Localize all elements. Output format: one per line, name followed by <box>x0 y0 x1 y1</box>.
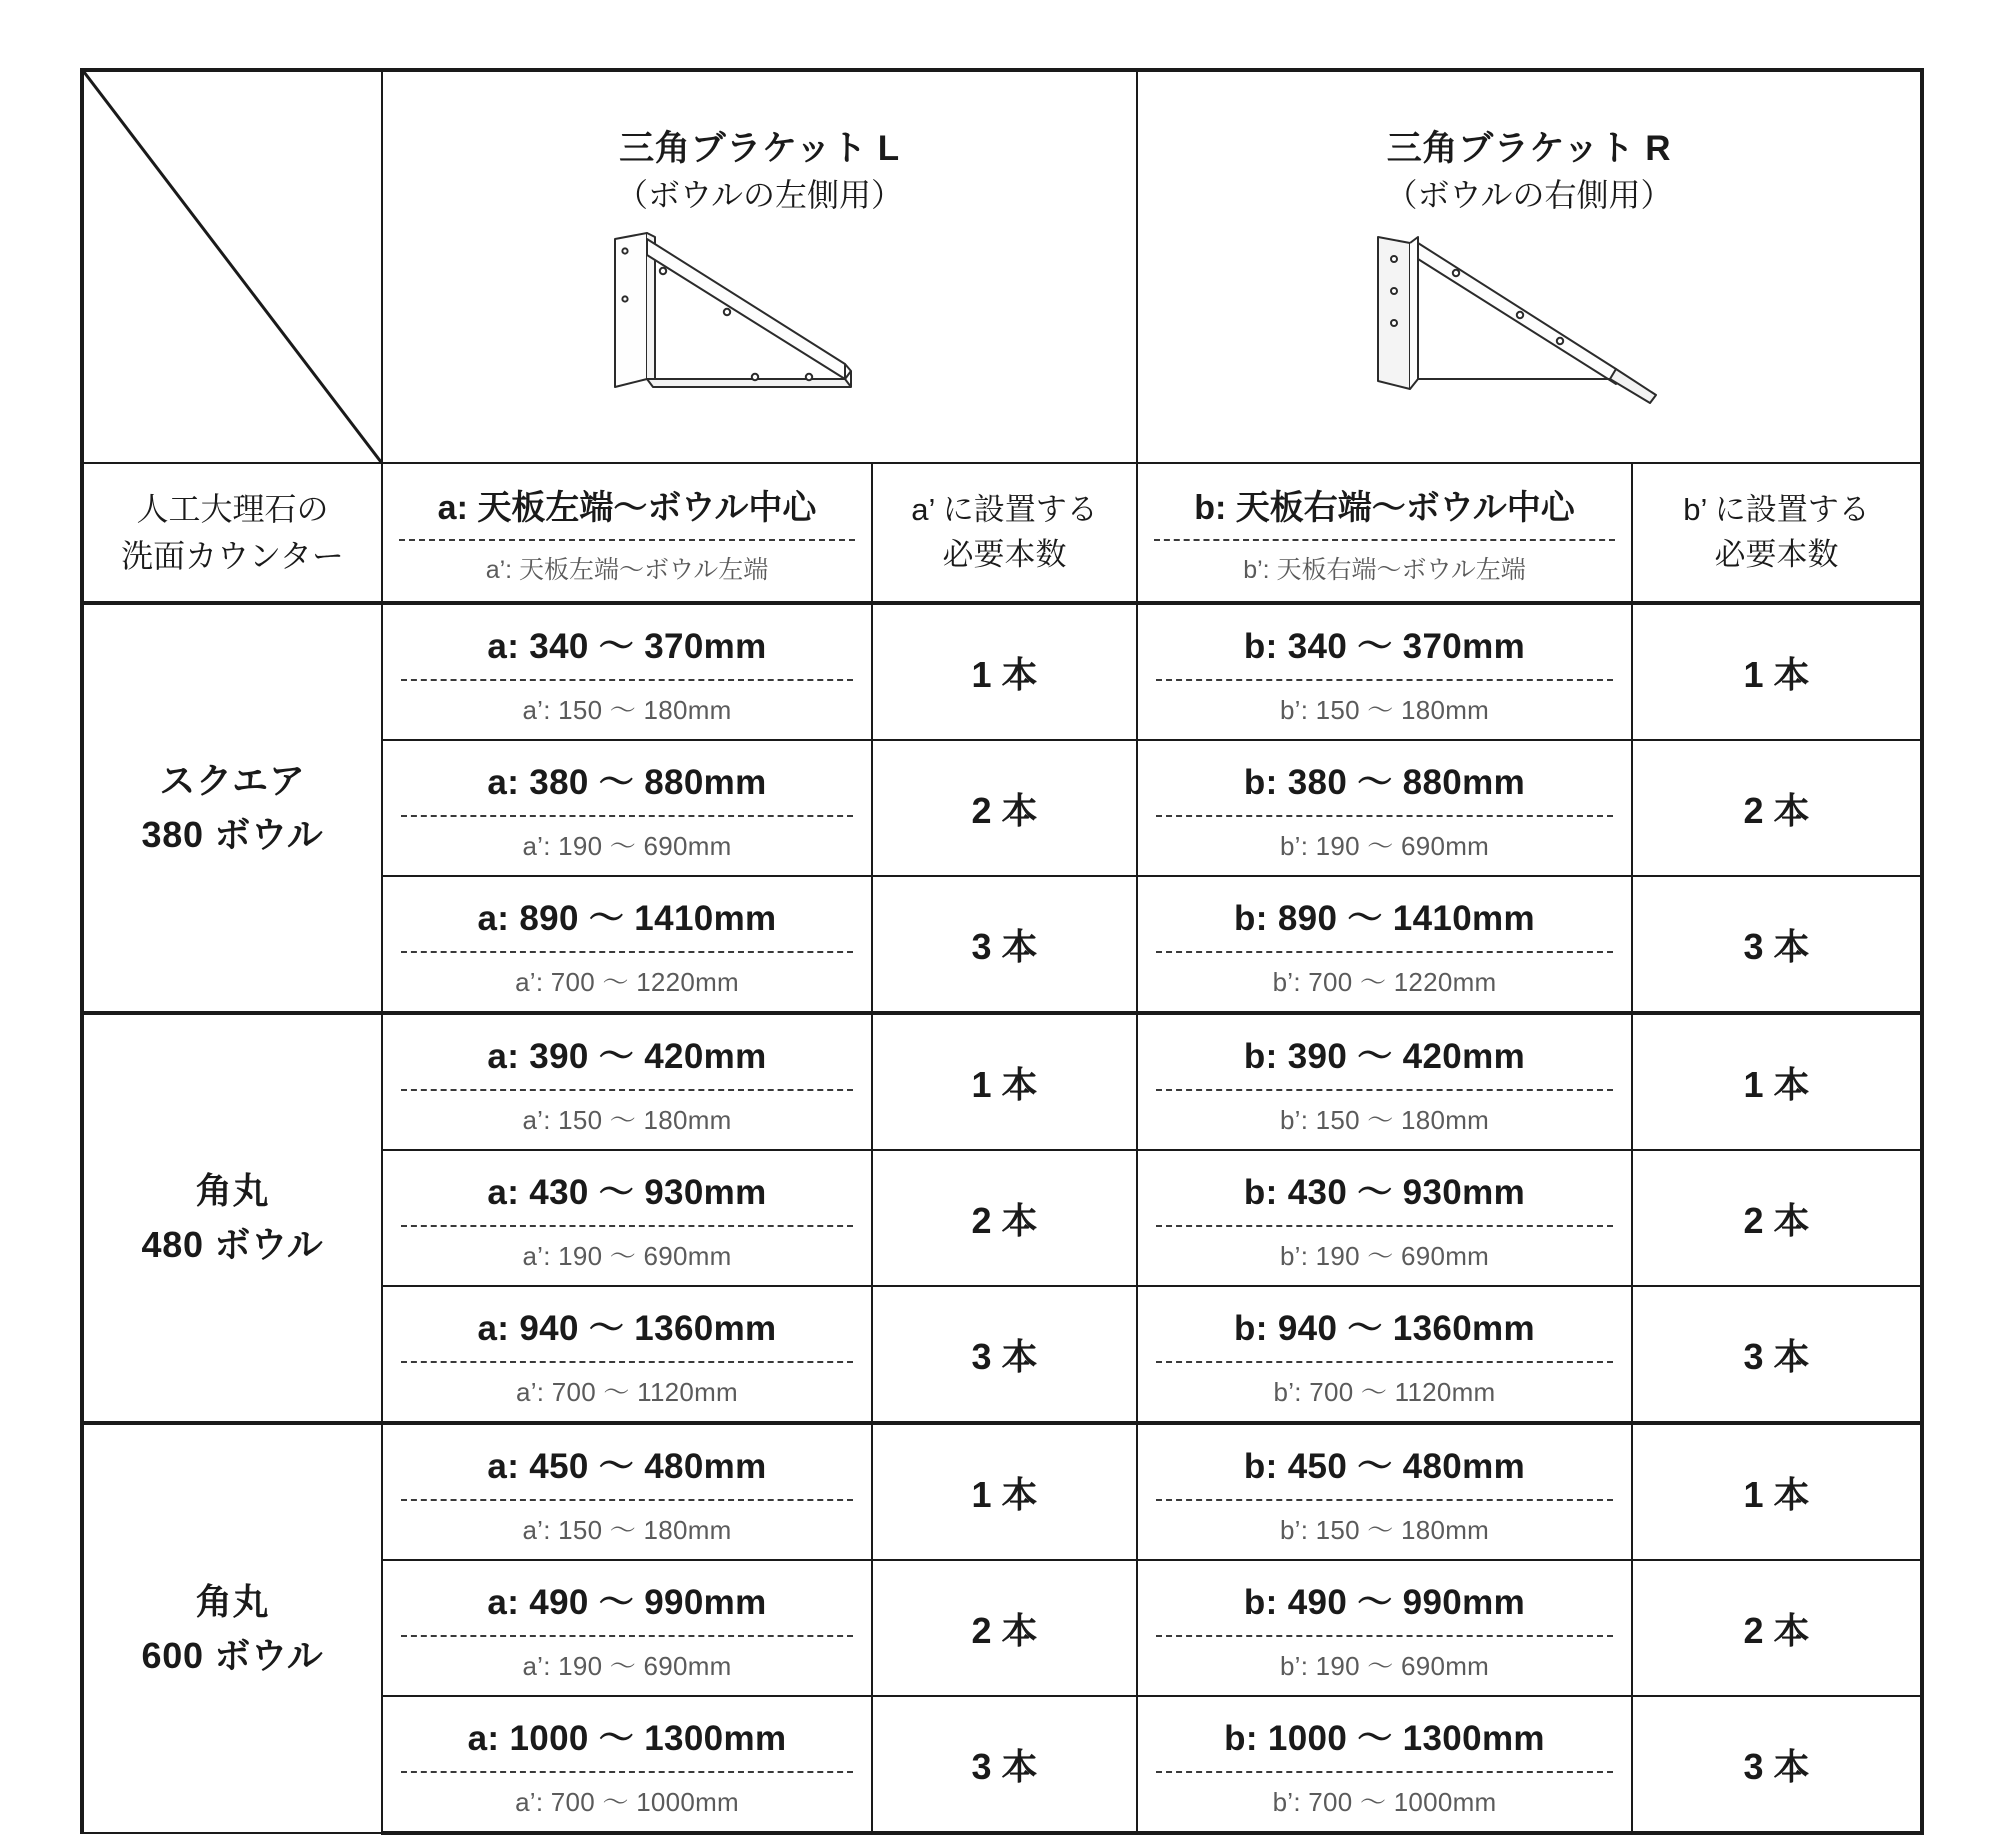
count-a-header-line2: 必要本数 <box>942 536 1067 572</box>
count-b-header-line1: b’ に設置する <box>1683 491 1870 527</box>
cell-a-sub: a’: 700 〜 1000mm <box>515 1787 739 1817</box>
group-label-line2: 600 ボウル <box>141 1634 324 1676</box>
cell-a-sub: a’: 190 〜 690mm <box>522 1241 732 1271</box>
cell-b-range <box>1137 1150 1632 1286</box>
cell-a-sub: a’: 190 〜 690mm <box>522 831 732 861</box>
cell-b-count: 2 本 <box>1632 1560 1922 1696</box>
bracket-spec-table <box>80 68 1924 1835</box>
cell-b-sub: b’: 150 〜 180mm <box>1279 695 1490 725</box>
cell-b-count: 2 本 <box>1632 1150 1922 1286</box>
cell-a-sub: a’: 150 〜 180mm <box>522 1105 732 1135</box>
cell-b-range <box>1137 1013 1632 1150</box>
group-label-line2: 480 ボウル <box>141 1224 324 1265</box>
dimension-a-sub-label: a’: 天板左端〜ボウル左端 <box>485 555 769 584</box>
cell-a-range <box>382 1013 872 1150</box>
cell-a-main: a: 890 〜 1410mm <box>477 899 777 938</box>
cell-b-count: 3 本 <box>1632 876 1922 1013</box>
table-row <box>82 603 1922 740</box>
cell-b-count: 2 本 <box>1632 740 1922 876</box>
cell-a-range <box>382 1560 872 1696</box>
group-label-2 <box>82 1423 382 1833</box>
bracket-right-subtitle: （ボウルの右側用） <box>1385 177 1673 214</box>
cell-a-count: 3 本 <box>872 1286 1137 1423</box>
group-label-line2: 380 ボウル <box>141 814 324 855</box>
diagonal-slash-icon <box>84 72 381 462</box>
cell-b-range <box>1137 1560 1632 1696</box>
bracket-left-subtitle: （ボウルの左側用） <box>615 177 904 214</box>
cell-b-count: 3 本 <box>1632 1286 1922 1423</box>
cell-a-count: 3 本 <box>872 876 1137 1013</box>
cell-a-count: 1 本 <box>872 1013 1137 1150</box>
cell-b-sub: b’: 190 〜 690mm <box>1279 1651 1490 1681</box>
material-label-line2: 洗面カウンター <box>121 537 344 574</box>
cell-a-range <box>382 1423 872 1560</box>
cell-b-count: 3 本 <box>1632 1696 1922 1833</box>
group-label-0 <box>82 603 382 1013</box>
cell-b-main: b: 390 〜 420mm <box>1243 1037 1526 1076</box>
cell-a-sub: a’: 150 〜 180mm <box>522 695 732 725</box>
material-label-line1: 人工大理石の <box>136 491 329 528</box>
cell-a-range <box>382 1150 872 1286</box>
bracket-right-illustration <box>1148 227 1910 417</box>
cell-a-range <box>382 876 872 1013</box>
cell-b-main: b: 490 〜 990mm <box>1243 1583 1526 1622</box>
bracket-right-icon <box>1364 229 1694 414</box>
cell-b-range <box>1137 740 1632 876</box>
cell-a-range <box>382 1696 872 1833</box>
cell-a-count: 1 本 <box>872 1423 1137 1560</box>
cell-b-range <box>1137 1696 1632 1833</box>
cell-a-main: a: 1000 〜 1300mm <box>467 1719 787 1758</box>
cell-b-main: b: 940 〜 1360mm <box>1234 1309 1535 1348</box>
count-a-header-line1: a’ に設置する <box>911 491 1098 527</box>
diagonal-corner-cell <box>82 70 382 463</box>
group-label-line1: 角丸 <box>195 1170 270 1211</box>
cell-a-sub: a’: 150 〜 180mm <box>522 1515 732 1545</box>
cell-b-main: b: 430 〜 930mm <box>1243 1173 1526 1212</box>
dimension-b-sub-label: b’: 天板右端〜ボウル左端 <box>1243 555 1526 584</box>
cell-b-range <box>1137 1286 1632 1423</box>
cell-b-sub: b’: 700 〜 1220mm <box>1272 967 1497 997</box>
table-subheader-row <box>82 463 1922 603</box>
cell-a-main: a: 380 〜 880mm <box>487 763 767 802</box>
dimension-b-main-label: b: 天板右端〜ボウル中心 <box>1194 488 1575 527</box>
group-label-line1: 角丸 <box>195 1580 270 1622</box>
dimension-a-main-label: a: 天板左端〜ボウル中心 <box>437 488 817 527</box>
header-bracket-right <box>1137 70 1922 463</box>
table-header-row <box>82 70 1922 463</box>
cell-a-main: a: 940 〜 1360mm <box>477 1309 777 1348</box>
cell-b-main: b: 1000 〜 1300mm <box>1224 1719 1545 1758</box>
cell-b-main: b: 890 〜 1410mm <box>1234 899 1535 938</box>
bracket-left-icon <box>595 229 925 414</box>
dimension-b-header <box>1137 463 1632 603</box>
cell-b-count: 1 本 <box>1632 1013 1922 1150</box>
bracket-right-title: 三角ブラケット R <box>1386 129 1672 169</box>
cell-a-sub: a’: 700 〜 1220mm <box>515 967 739 997</box>
cell-a-range <box>382 603 872 740</box>
cell-a-count: 1 本 <box>872 603 1137 740</box>
cell-b-main: b: 380 〜 880mm <box>1243 763 1526 802</box>
table-row <box>82 1423 1922 1560</box>
group-label-line1: スクエア <box>159 760 306 801</box>
cell-a-sub: a’: 700 〜 1120mm <box>516 1377 738 1407</box>
cell-a-count: 2 本 <box>872 1150 1137 1286</box>
cell-a-range <box>382 740 872 876</box>
cell-b-sub: b’: 190 〜 690mm <box>1279 831 1490 861</box>
header-bracket-left <box>382 70 1137 463</box>
cell-b-main: b: 340 〜 370mm <box>1243 627 1526 666</box>
bracket-left-illustration <box>393 227 1126 417</box>
cell-b-sub: b’: 150 〜 180mm <box>1279 1515 1490 1545</box>
count-b-header-line2: 必要本数 <box>1714 536 1839 572</box>
dimension-a-header <box>382 463 872 603</box>
cell-b-range <box>1137 603 1632 740</box>
cell-b-count: 1 本 <box>1632 1423 1922 1560</box>
cell-a-main: a: 450 〜 480mm <box>487 1447 767 1486</box>
cell-b-range <box>1137 1423 1632 1560</box>
cell-a-main: a: 430 〜 930mm <box>487 1173 767 1212</box>
cell-b-sub: b’: 190 〜 690mm <box>1279 1241 1490 1271</box>
cell-a-count: 2 本 <box>872 1560 1137 1696</box>
cell-a-main: a: 490 〜 990mm <box>487 1583 767 1622</box>
cell-a-main: a: 340 〜 370mm <box>487 627 767 666</box>
material-label-cell <box>82 463 382 603</box>
cell-b-sub: b’: 700 〜 1000mm <box>1272 1787 1497 1817</box>
cell-b-sub: b’: 700 〜 1120mm <box>1273 1377 1496 1407</box>
cell-b-sub: b’: 150 〜 180mm <box>1279 1105 1490 1135</box>
cell-b-main: b: 450 〜 480mm <box>1243 1447 1526 1486</box>
cell-a-sub: a’: 190 〜 690mm <box>522 1651 732 1681</box>
count-b-header <box>1632 463 1922 603</box>
bracket-left-title: 三角ブラケット L <box>619 129 900 169</box>
cell-b-count: 1 本 <box>1632 603 1922 740</box>
count-a-header <box>872 463 1137 603</box>
cell-a-count: 2 本 <box>872 740 1137 876</box>
cell-a-range <box>382 1286 872 1423</box>
cell-a-count: 3 本 <box>872 1696 1137 1833</box>
cell-b-range <box>1137 876 1632 1013</box>
cell-a-main: a: 390 〜 420mm <box>487 1037 767 1076</box>
group-label-1 <box>82 1013 382 1423</box>
table-row <box>82 1013 1922 1150</box>
